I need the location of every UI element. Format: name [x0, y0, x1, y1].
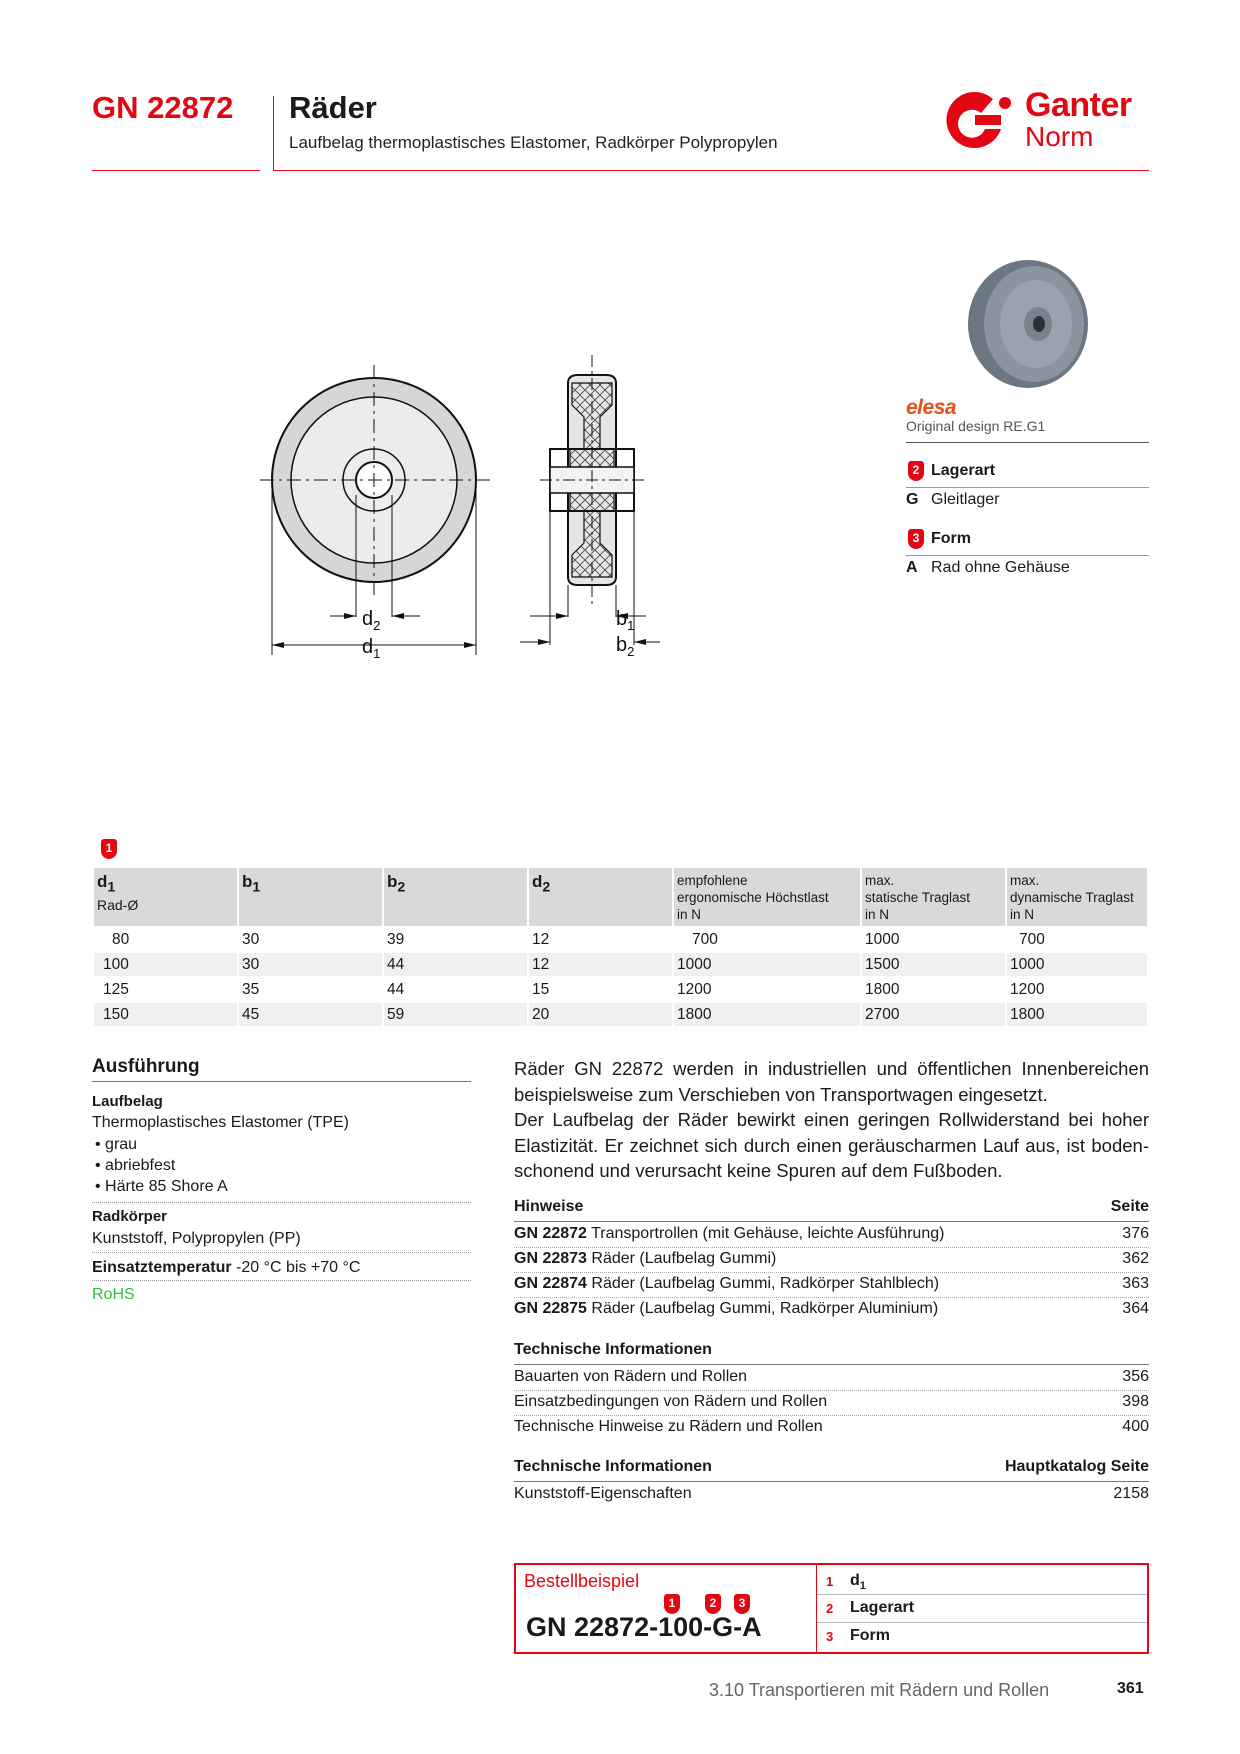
tech-info-page: 400: [1122, 1418, 1149, 1435]
dimensions-table: [92, 866, 1149, 1028]
product-code: GN 22872: [92, 90, 234, 125]
hinweise-heading: Hinweise: [514, 1198, 584, 1215]
divider: [514, 1297, 1149, 1298]
main-catalog-heading: Hauptkatalog Seite: [1004, 1458, 1149, 1475]
divider: [817, 1594, 1147, 1595]
divider: [92, 1252, 471, 1253]
option-heading-form: Form: [931, 530, 971, 547]
product-photo: [962, 256, 1092, 391]
ausfuehrung-title: Ausführung: [92, 1056, 200, 1077]
radkoerper-text: Kunststoff, Polypropylen (PP): [92, 1230, 301, 1247]
table-header-row: [94, 868, 1147, 926]
order-divider: [816, 1565, 817, 1652]
header-rule-right: [273, 170, 1149, 171]
hinweis-page: 364: [1122, 1300, 1149, 1317]
hinweis-item[interactable]: GN 22873 Räder (Laufbelag Gummi): [514, 1250, 777, 1267]
col-b1: $b_1$: [239, 868, 382, 926]
divider: [514, 1390, 1149, 1391]
einsatztemperatur: Einsatztemperatur -20 °C bis +70 °C: [92, 1259, 361, 1276]
order-row-num: 1: [826, 1574, 834, 1589]
table-row: 125 35 44 15 1200 1800 1200: [94, 978, 1147, 1001]
divider: [92, 1202, 471, 1203]
col-dynamic: max. dynamische Traglast in N: [1007, 868, 1147, 926]
dim-b1-label: $b_1$: [616, 608, 635, 633]
wheel-front-view: [260, 365, 490, 655]
order-row-d1: $d_1$: [850, 1572, 866, 1593]
rohs-label: RoHS: [92, 1286, 135, 1303]
badge-3: 3: [908, 529, 924, 549]
tech-info-item[interactable]: Einsatzbedingungen von Rädern und Rollen: [514, 1393, 828, 1410]
divider: [906, 555, 1149, 556]
hinweis-item[interactable]: GN 22874 Räder (Laufbelag Gummi, Radkörper Stahlblech): [514, 1275, 940, 1292]
table-row: 150 45 59 20 1800 2700 1800: [94, 1003, 1147, 1026]
col-d2: $d_2$: [529, 868, 672, 926]
badge-3: 3: [734, 1594, 750, 1614]
order-row-form: Form: [850, 1627, 890, 1644]
badge-2: 2: [908, 461, 924, 481]
hinweise-page-heading: Seite: [1110, 1198, 1149, 1215]
header-divider: [273, 96, 274, 171]
badge-1: 1: [664, 1594, 680, 1614]
divider: [514, 1221, 1149, 1222]
tech-info-item[interactable]: Kunststoff-Eigenschaften: [514, 1485, 692, 1502]
elesa-brand: elesa: [906, 396, 957, 419]
badge-1: 1: [101, 839, 117, 859]
col-ergo: empfohlene ergonomische Höchstlast in N: [674, 868, 860, 926]
tech-info-heading: Technische Informationen: [514, 1341, 712, 1358]
technical-drawing: [260, 355, 740, 675]
description: Räder GN 22872 werden in industriellen und öffentlichen Innenbereichen beispielsweise zum Verschieben von Transportwagen eingesetzt. Der Laufbelag der Räder bewirkt einen geringen Rollwiderstand bei hoher Elastizität. Er zeichnet sich durch einen geräuscharmen Lauf aus, ist boden-schonend und verursacht keine Spuren auf dem Fußboden.: [514, 1058, 1149, 1181]
col-d1: $d_1$ Rad-Ø: [94, 868, 237, 926]
hinweis-page: 363: [1122, 1275, 1149, 1292]
laufbelag-text: Thermoplastisches Elastomer (TPE): [92, 1114, 349, 1131]
hinweis-page: 362: [1122, 1250, 1149, 1267]
bullet-item: • Härte 85 Shore A: [95, 1178, 228, 1195]
divider: [514, 1415, 1149, 1416]
wheel-section-view: [520, 355, 660, 645]
option-value-g: G Gleitlager: [906, 491, 1000, 508]
tech-info-page: 2158: [1113, 1485, 1149, 1502]
divider: [514, 1272, 1149, 1273]
footer-section: 3.10 Transportieren mit Rädern und Rollen: [709, 1680, 1050, 1700]
page-title: Räder: [289, 90, 377, 125]
divider: [817, 1622, 1147, 1623]
divider: [514, 1247, 1149, 1248]
ganter-logo-icon: [941, 89, 1021, 153]
hinweis-page: 376: [1122, 1225, 1149, 1242]
order-code: GN 22872-100-G-A: [526, 1612, 762, 1642]
table-row: 100 30 44 12 1000 1500 1000: [94, 953, 1147, 976]
header-rule-left: [92, 170, 260, 171]
col-static: max. statische Traglast in N: [862, 868, 1005, 926]
order-row-num: 2: [826, 1601, 834, 1616]
radkoerper-heading: Radkörper: [92, 1208, 168, 1225]
divider: [514, 1481, 1149, 1482]
order-example-label: Bestellbeispiel: [524, 1571, 640, 1591]
tech-info-page: 398: [1122, 1393, 1149, 1410]
logo-ganter: Ganter: [1025, 86, 1132, 124]
laufbelag-heading: Laufbelag: [92, 1093, 163, 1110]
divider: [92, 1280, 471, 1281]
divider: [906, 442, 1149, 443]
order-row-num: 3: [826, 1629, 834, 1644]
dim-d1-label: $d_1$: [362, 636, 381, 661]
table-row: 80 30 39 12 700 1000 700: [94, 928, 1147, 951]
tech-info-item[interactable]: Technische Hinweise zu Rädern und Rollen: [514, 1418, 823, 1435]
divider: [92, 1081, 471, 1082]
original-design: Original design RE.G1: [906, 418, 1046, 434]
hinweis-item[interactable]: GN 22872 Transportrollen (mit Gehäuse, leichte Ausführung): [514, 1225, 945, 1242]
option-heading-lagerart: Lagerart: [931, 462, 996, 479]
logo-norm: Norm: [1025, 121, 1094, 152]
divider: [514, 1364, 1149, 1365]
tech-info-heading-2: Technische Informationen: [514, 1458, 712, 1475]
hinweis-item[interactable]: GN 22875 Räder (Laufbelag Gummi, Radkörper Aluminium): [514, 1300, 939, 1317]
dim-b2-label: $b_2$: [616, 634, 635, 659]
tech-info-page: 356: [1122, 1368, 1149, 1385]
badge-2: 2: [705, 1594, 721, 1614]
tech-info-item[interactable]: Bauarten von Rädern und Rollen: [514, 1368, 748, 1385]
page-subtitle: Laufbelag thermoplastisches Elastomer, Radkörper Polypropylen: [289, 133, 778, 152]
order-row-lagerart: Lagerart: [850, 1599, 915, 1616]
bullet-item: • grau: [95, 1136, 138, 1153]
divider: [906, 487, 1149, 488]
option-value-a: A Rad ohne Gehäuse: [906, 559, 1070, 576]
col-b2: $b_2$: [384, 868, 527, 926]
page-number: 361: [1117, 1680, 1144, 1697]
bullet-item: • abriebfest: [95, 1157, 176, 1174]
dim-d2-label: $d_2$: [362, 608, 381, 633]
